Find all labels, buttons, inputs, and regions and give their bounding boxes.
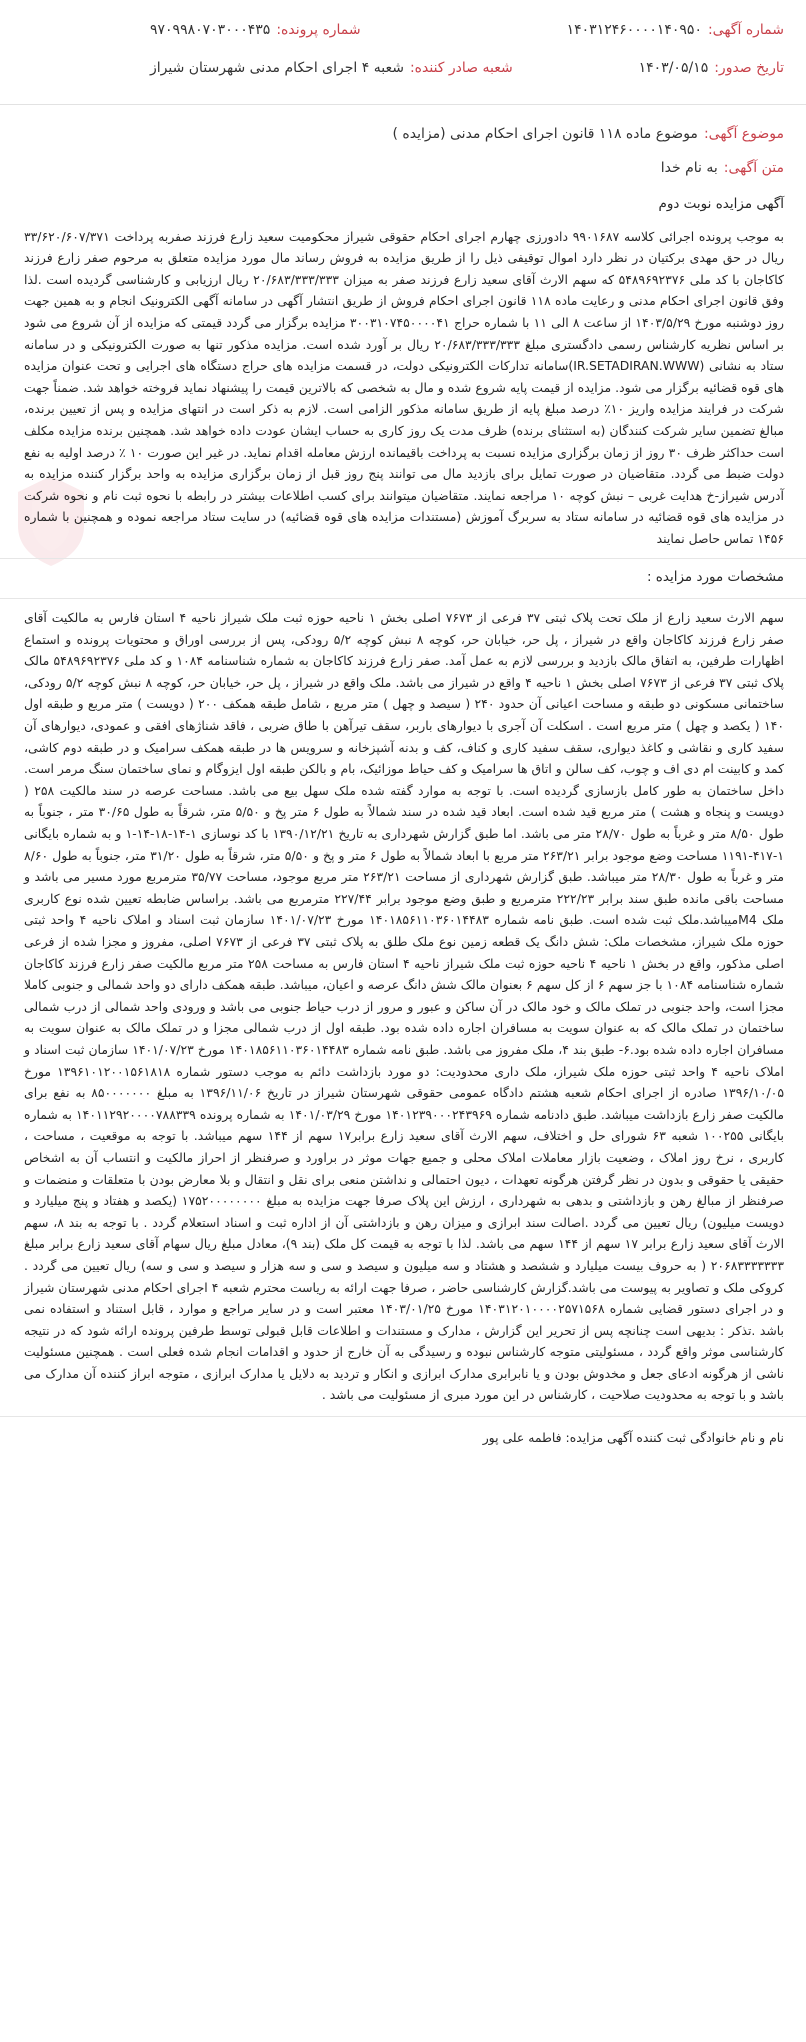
- specs-heading: مشخصات مورد مزایده :: [646, 568, 784, 585]
- notice-body: [24, 194, 784, 1457]
- case-number-row: [150, 20, 361, 40]
- ad-number-value: ۱۴۰۳۱۲۴۶۰۰۰۰۱۴۰۹۵۰: [566, 22, 702, 38]
- case-number-value: ۹۷۰۹۹۸۰۷۰۳۰۰۰۴۳۵: [150, 22, 271, 38]
- issue-date-value: ۱۴۰۳/۰۵/۱۵: [638, 60, 709, 76]
- ad-number-row: [567, 20, 784, 40]
- ad-text-label: متن آگهی:: [723, 160, 784, 176]
- specs-divider: [0, 598, 806, 599]
- section-divider: [0, 558, 806, 559]
- header-divider: [0, 104, 806, 105]
- issuer-value: شعبه ۴ اجرای احکام مدنی شهرستان شیراز: [150, 60, 404, 76]
- issue-date-label: تاریخ صدور:: [714, 60, 784, 76]
- ad-text-row: [661, 158, 784, 178]
- notice-paragraph-1: به موجب پرونده اجرائی کلاسه ۹۹۰۱۶۸۷ دادورزی چهارم اجرای احکام حقوقی شیراز محکومیت سعید زارع فرزند صفربه پرداخت ۳۳/۶۲۰/۶۰۷/۳۷۱ ریال در حق مهدی برکتیان در نظر دارد اموال توقیفی ذیل را از طریق مزایده به فروش رساند مال مورد مزایده متعلق به مرحوم صفر زارع فرزند کاکاجان با کد ملی ۵۴۸۹۶۹۲۳۷۶ که سهم الارث آقای سعید زارع فرزند صفر به میزان ۲۰/۶۸۳/۳۳۳/۳۳۳ ریال ارزیابی و کارشناسی گردیده است .لذا وفق قانون اجرای احکام مدنی و رعایت ماده ۱۱۸ قانون اجرای احکام فروش از طریق انتشار آگهی در سامانه آگهی الکترونیک انجام و به همین جهت روز دوشنبه مورخ ۱۴۰۳/۵/۲۹ از ساعت ۸ الی ۱۱ با شماره حراج ۳۰۰۳۱۰۷۴۵۰۰۰۰۴۱ مزایده برگزار می گردد قیمتی که مزایده از آن شروع می شود بر اساس نظریه کارشناس رسمی دادگستری مبلغ ۲۰/۶۸۳/۳۳۳/۳۳۳ ریال بر آورد شده است. مزایده مذکور تنها به صورت الکترونیکی و در سامانه ستاد به نشانی (IR.SETADIRAN.WWW)سامانه تدارکات الکترونیکی دولت، در قسمت مزایده های حراج دستگاه های اجرایی و تحت عنوان مزایده های قوه قضائیه برگزار می شود. مزایده از قیمت پایه شروع شده و مال به شخصی که بالاترین قیمت را پیشنهاد نماید فروخته خواهد شد. ضمناً جهت شرکت در فرایند مزایده واریز ۱۰٪ درصد مبلغ پایه از طریق سامانه مذکور الزامی است. لازم به ذکر است در انتهای مزایده و پس از تعیین برنده، مبالغ تضمین سایر شرکت کنندگان (به استثنای برنده) ظرف مدت یک روز کاری به حساب ایشان عودت داده خواهد شد. همچنین برنده مزایده مکلف است حداکثر ظرف ۳۰ روز از زمان برگزاری مزایده نسبت به پرداخت باقیمانده ارزش معامله اقدام نماید. در غیر این صورت ۱۰ ٪ درصد اولیه به نفع دولت ضبط می گردد. متقاضیان در صورت تمایل برای بازدید مال می توانند پنج روز قبل از زمان برگزاری مزایده به واحد برگزار کننده مزایده به آدرس شیراز-خ هدایت غربی – نبش کوچه ۱۰ مراجعه نمایند. متقاضیان میتوانند برای کسب اطلاعات بیشتر در رابطه با نحوه ثبت نام و نحوه شرکت در مزایده های قوه قضائیه در سامانه ستاد به سربرگ آموزش (مستندات مزایده های قوه قضائیه) در سایت ستاد مراجعه نموده و همچنین با شماره ۱۴۵۶ تماس حاصل نمایند: [24, 228, 785, 546]
- signature-line: نام و نام خانوادگی ثبت کننده آگهی مزایده: فاطمه علی پور: [482, 1430, 784, 1446]
- issue-date-row: [639, 58, 784, 78]
- ad-number-label: شماره آگهی:: [707, 22, 784, 38]
- subject-row: [392, 124, 784, 144]
- subject-label: موضوع آگهی:: [703, 126, 784, 142]
- notice-title: آگهی مزایده نوبت دوم: [658, 196, 784, 212]
- issuer-row: [150, 58, 513, 78]
- notice-paragraph-2: سهم الارث سعید زارع از ملک تحت پلاک ثبتی ۳۷ فرعی از ۷۶۷۳ اصلی بخش ۱ ناحیه حوزه ثبت ملک شیراز ناحیه ۴ استان فارس به مالکیت آقای صفر زارع فرزند کاکاجان واقع در شیراز ، پل حر، خیابان حر، کوچه ۸ نبش کوچه ۵/۲ رودکی، پس از بررسی اوراق و محتویات پرونده و استماع اظهارات طرفین، به اتفاق مالک بازدید و بررسی لازم به عمل آمد. صفر زارع فرزند کاکاجان به شماره شناسنامه ۱۰۸۴ و کد ملی ۵۴۸۹۶۹۲۳۷۶ مالک پلاک ثبتی ۳۷ فرعی از ۷۶۷۳ اصلی بخش ۱ ناحیه ۴ واقع در شیراز می باشد. ملک واقع در شیراز ، پل حر، خیابان حر، کوچه ۸ نبش کوچه ۵/۲ رودکی، ساختمانی مسکونی دو طبقه و مساحت اعیانی آن حدود ۲۴۰ ( سیصد و چهل ) متر مربع ، شامل طبقه همکف ۲۰۰ ( دویست ) متر مربع و طبقه اول ۱۴۰ ( یکصد و چهل ) متر مربع است . اسکلت آن آجری با دیوارهای باربر، سقف تیرآهن با طاق ضربی ، فاقد شناژهای افقی و عمودی، دیوارهای آن سفید کاری و نقاشی و کاغذ دیواری، سقف سفید کاری و کناف، کف و بدنه آشپزخانه و سرویس ها در طبقه همکف سرامیک و در طبقه دوم کاشی، کمد و کابینت ام دی اف و چوب، کف سالن و اتاق ها سرامیک و کف حیاط موزائیک، بام و بالکن طبقه اول ایزوگام و نمای ساختمان سنگ مرمر است. داخل ساختمان به طور کامل بازسازی گردیده است. با توجه به موارد گفته شده ملک سهل بیع می باشد. مساحت عرصه در سند مالکیت ۲۵۸ ( دویست و پنجاه و هشت ) متر مربع قید شده است. ابعاد قید شده در سند شمالاً به طول ۶ متر پخ و ۵/۵۰ متر، شرقاً به طول ۳۰/۶۵ متر ، جنوباً به طول ۸/۵۰ متر و غرباً به طول ۲۸/۷۰ متر می باشد. اما طبق گزارش شهرداری به تاریخ ۱۳۹۰/۱۲/۲۱ با کد نوسازی ۱-۱۴-۱۸-۱۴-۱ و به شماره بایگانی ۱-۴۱۷-۱۱۹۱ مساحت وضع موجود برابر ۲۶۳/۲۱ متر مربع با ابعاد شمالاً به طول ۶ متر و پخ و ۵/۵۰ متر، شرقاً به طول ۳۱/۲۰ متر، جنوباً به طول ۸/۶۰ متر و غرباً به طول ۲۸/۳۰ متر میباشد. طبق گزارش شهرداری از مساحت ۲۶۳/۲۱ متر مربع موجود، مساحت ۳۵/۷۷ مترمربع مورد مسیر می باشد و مساحت باقی مانده طبق سند برابر ۲۲۲/۲۳ مترمربع و طبق وضع موجود برابر ۲۲۷/۴۴ مترمربع می باشد. براساس ضابطه تعیین شده نوع کاربری ملک M4میباشد.ملک ثبت شده است. طبق نامه شماره ۱۴۰۱۸۵۶۱۱۰۳۶۰۱۴۴۸۳ مورخ ۱۴۰۱/۰۷/۲۳ سازمان ثبت اسناد و املاک ناحیه ۴ واحد ثبتی حوزه ملک شیراز، مشخصات ملک: شش دانگ یک قطعه زمین نوع ملک طلق به پلاک ثبتی ۳۷ فرعی از ۷۶۷۳ اصلی، مفروز و مجزا شده از فرعی اصلی مذکور، واقع در بخش ۱ ناحیه ۴ ناحیه حوزه ثبت ملک شیراز ناحیه ۴ استان فارس به مساحت ۲۵۸ متر مربع مالکیت صفر زارع فرزند کاکاجان شماره شناسنامه ۱۰۸۴ با جز سهم ۶ از کل سهم ۶ بعنوان مالک شش دانگ عرصه و اعیان، میباشد. طبقه همکف دارای دو واحد شمالی و جنوبی کاملا مجزا است، واحد جنوبی در تملک مالک و خود مالک در آن ساکن و عبور و مرور از درب حیاط جنوبی می باشد و ورودی واحد شمالی از درب شمالی ساختمان در تملک مالک که به عنوان سویت به مسافران اجاره داده شده بود. طبقه اول از درب شمالی مجزا و در تملک مالک به عنوان سویت به مسافران اجاره داده شده بود.۶- طبق بند ۴، ملک مفروز می باشد. طبق نامه شماره ۱۴۰۱۸۵۶۱۱۰۳۶۰۱۴۴۸۳ مورخ ۱۴۰۱/۰۷/۲۳ سازمان ثبت اسناد و املاک ناحیه ۴ واحد ثبتی حوزه ملک شیراز، ملک داری محدودیت: دو مورد بازداشت دائم به موجب دستور شماره ۱۳۹۶۱۰۱۲۰۰۱۵۶۱۸۱۸ مورخ ۱۳۹۶/۱۰/۰۵ صادره از اجرای احکام شعبه هشتم دادگاه عمومی حقوقی شهرستان شیراز در تاریخ ۱۳۹۶/۱۱/۰۶ به مبلغ ۸۵۰۰۰۰۰۰۰ به نفع برای مالکیت صفر زارع بازداشت میباشد. طبق دادنامه شماره ۱۴۰۱۲۳۹۰۰۰۲۴۳۹۶۹ مورخ ۱۴۰۱/۰۳/۲۹ به شماره پرونده ۱۴۰۱۱۲۹۲۰۰۰۰۷۸۸۳۳۹ به شماره بایگانی ۱۰۰۲۵۵ شعبه ۶۳ شورای حل و اختلاف، سهم الارث آقای سعید زارع برابر۱۷ سهم از ۱۴۴ سهم میباشد. با توجه به موقعیت ، مساحت ، کاربری ، نرخ روز املاک ، وضعیت بازار معاملات املاک محلی و جمیع جهات موثر در براورد و صرفنظر از احراز مالکیت و انتساب آن به اشخاص حقیقی یا حقوقی و بدون در نظر گرفتن هرگونه تعهدات ، دیون احتمالی و نداشتن منعی برای نقل و انتقال و بلا معارض بودن با متعلقات و منضمات و صرفنظر از مبالغ رهن و بازداشتی و بدهی به شهرداری ، ارزش این پلاک صرفا جهت مزایده به مبلغ ۱۷۵۲۰۰۰۰۰۰۰۰ (یکصد و هفتاد و پنج میلیارد و دویست میلیون) ریال تعیین می گردد .اصالت سند ابرازی و میزان رهن و بازداشتی آن از اداره ثبت و اسناد استعلام گردد . با توجه به بند ۸، سهم الارث آقای سعید زارع برابر ۱۷ سهم از ۱۴۴ سهم می باشد. لذا با توجه به قیمت کل ملک (بند ۹)، معادل مبلغ ریال سهام آقای سعید زارع برابر مبلغ ۲۰۶۸۳۳۳۳۳۳۳ ( به حروف بیست میلیارد و ششصد و هشتاد و سه میلیون و سیصد و سی و سه هزار و سیصد و سی و سه) ریال تعیین می گردد . کروکی ملک و تصاویر به پیوست می باشد.گزارش کارشناسی حاضر ، صرفا جهت ارائه به ریاست محترم شعبه ۴ اجرای احکام مدنی شهرستان شیراز و در اجرای دستور قضایی شماره ۱۴۰۳۱۲۰۱۰۰۰۰۲۵۷۱۵۶۸ مورخ ۱۴۰۳/۰۱/۲۵ معتبر است و در سایر مراجع و موارد ، قابل استناد و استفاده نمی باشد .تذکر : بدیهی است چنانچه پس از تحریر این گزارش ، مدارک و مستندات و اطلاعات قابل قبولی توسط طرفین پرونده ارائه شود که در نتیجه کارشناسی موثر واقع گردد ، مسئولیتی متوجه کارشناس نبوده و رسیدگی به آن خارج از حدود و اقدامات انجام شده فعلی است . همچنین مسئولیت ناشی از هرگونه ادعای جعل و مخدوش بودن و یا نابرابری مدارک ابرازی و انکار و تردید به دلایل یا مدارک ابرازی ، متوجه ابراز کننده آن مدارک می باشد و با توجه به محدودیت صلاحیت ، کارشناس در این مورد مبری از مسئولیت می باشد .: [24, 610, 785, 1403]
- ad-text-value: به نام خدا: [660, 160, 718, 176]
- subject-value: موضوع ماده ۱۱۸ قانون اجرای احکام مدنی (مزایده ): [392, 126, 698, 142]
- footer-divider: [0, 1416, 806, 1417]
- issuer-label: شعبه صادر کننده:: [409, 60, 513, 76]
- case-number-label: شماره پرونده:: [276, 22, 361, 38]
